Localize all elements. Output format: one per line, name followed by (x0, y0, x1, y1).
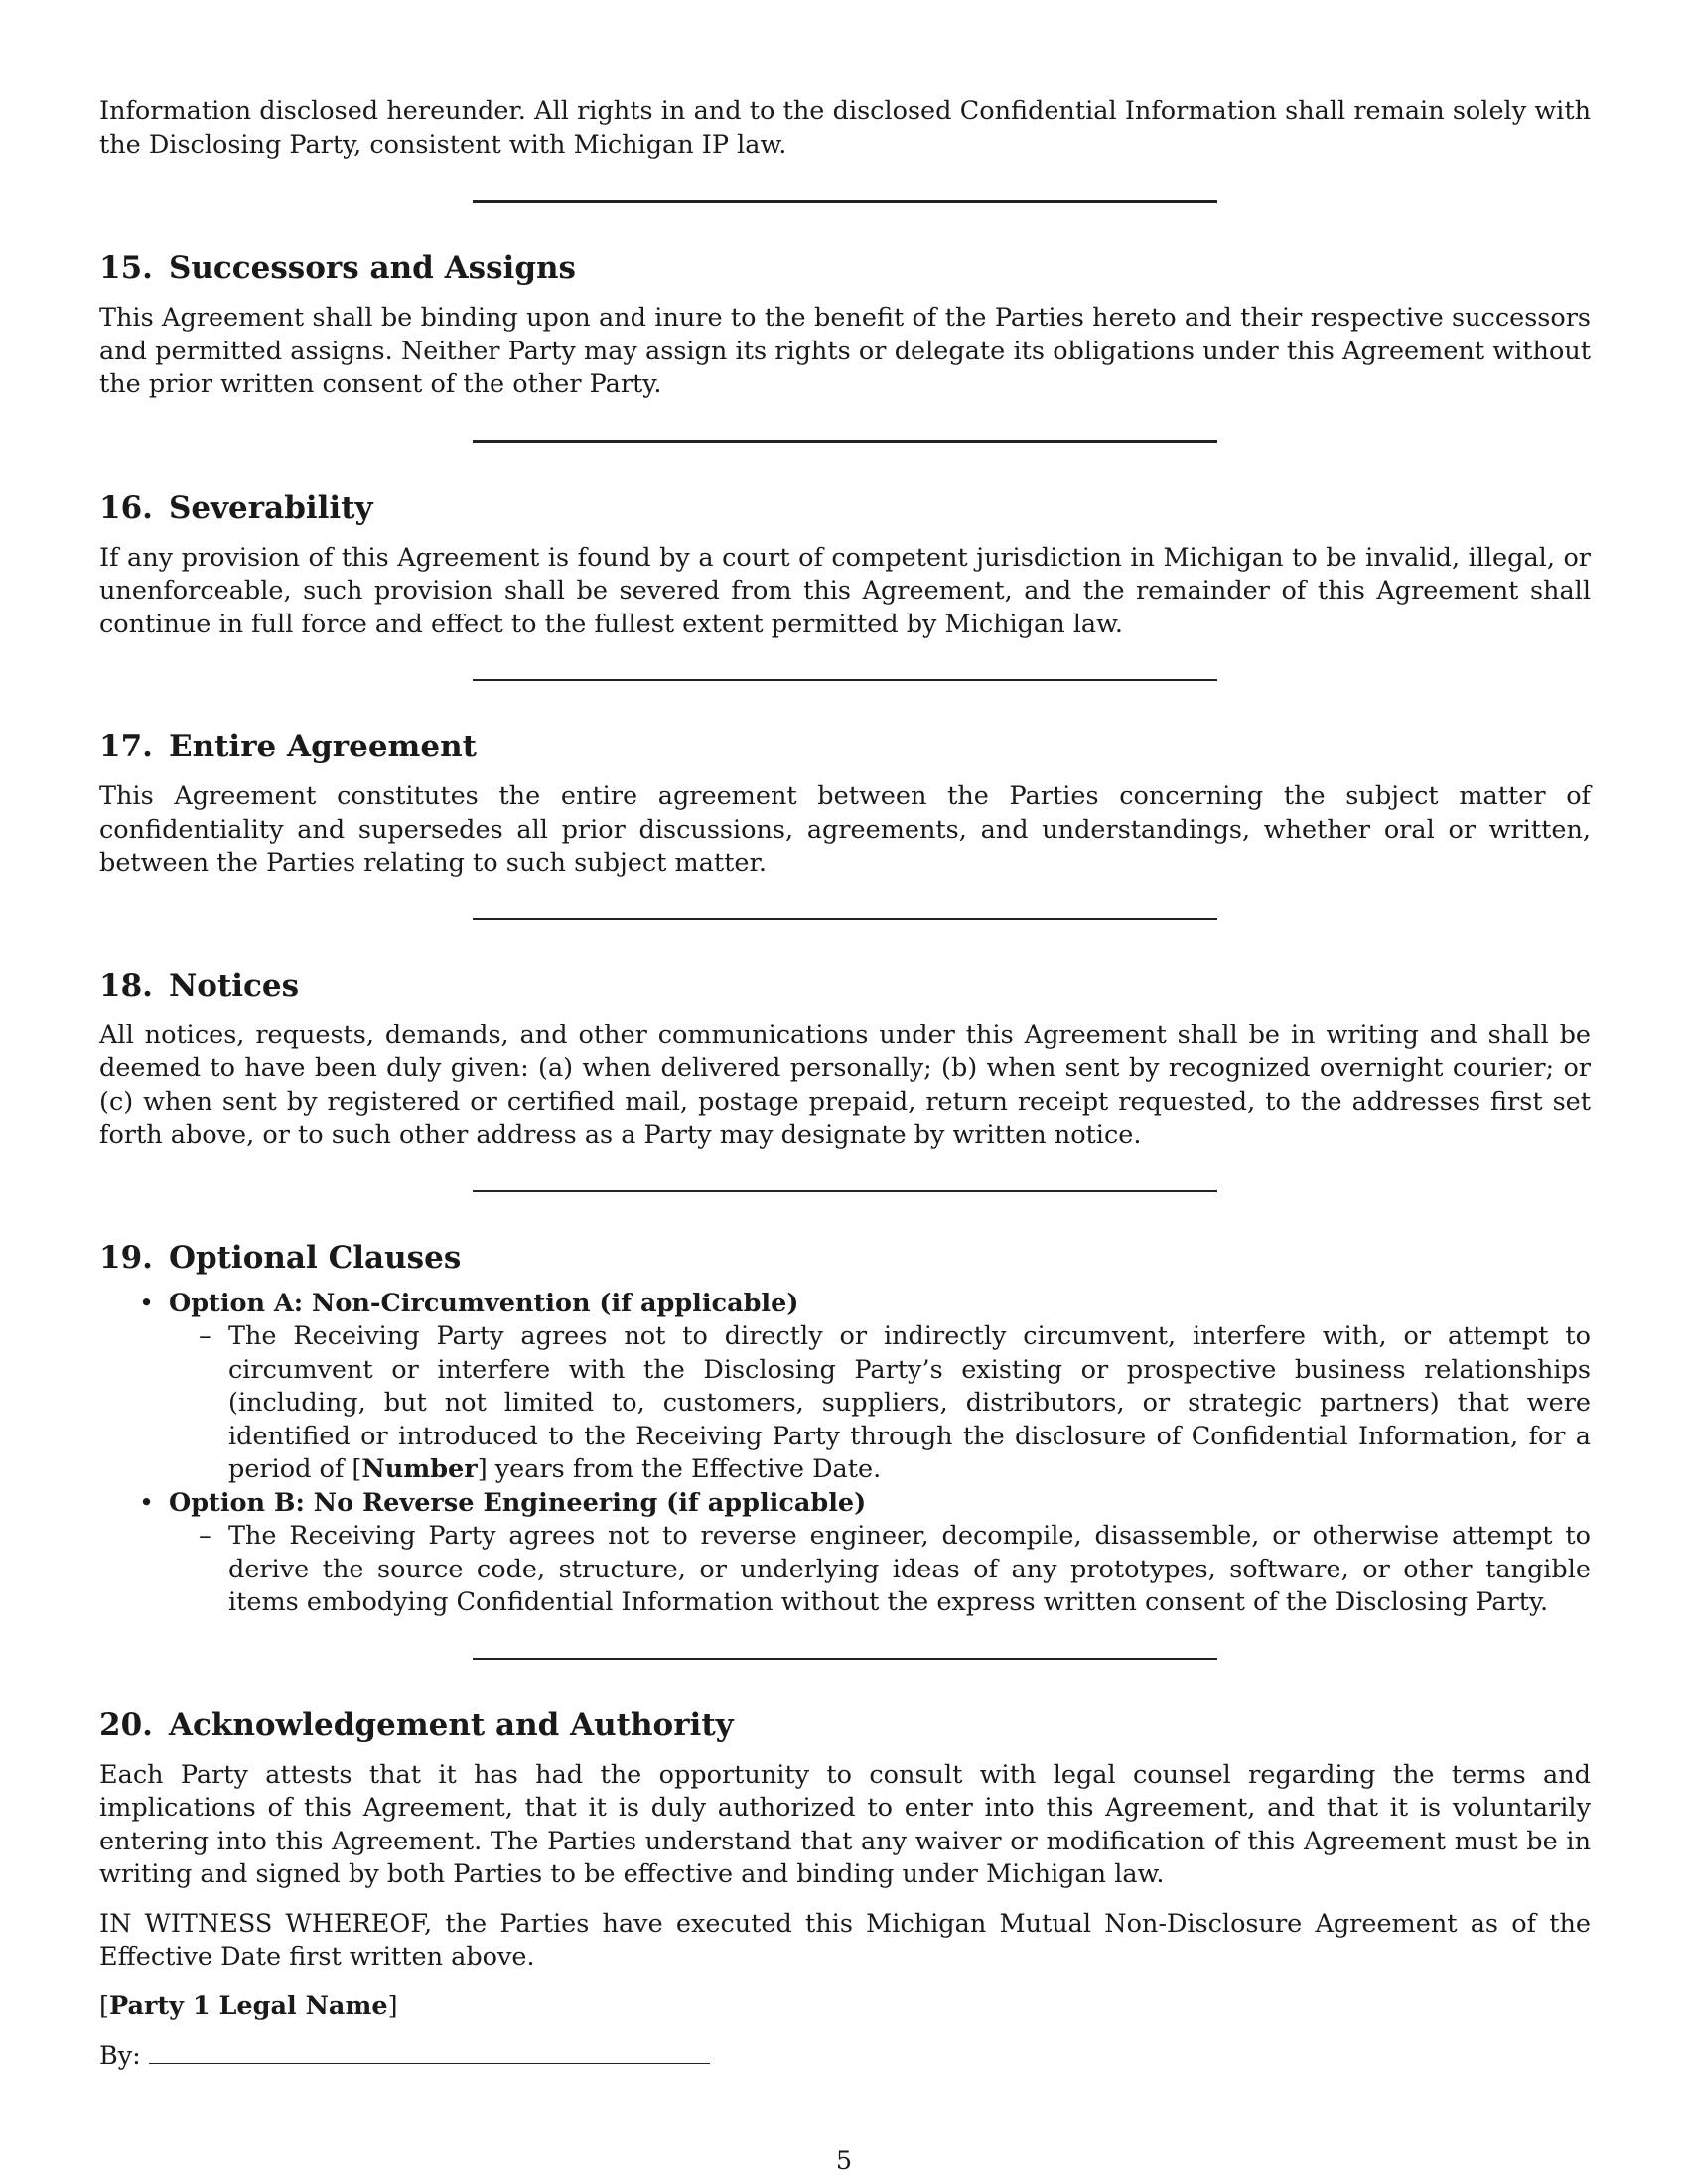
document-page (99, 95, 1591, 2074)
section-body-16: If any provision of this Agreement is found by a court of competent jurisdiction in Michigan to be invalid, illegal, or unenforceable, such provision shall be severed from this Agreement, and the remainder of this Agreement shall continue in full force and effect to the fullest extent permitted by Michigan law. (99, 542, 1591, 639)
number-placeholder: Number (361, 1454, 478, 1484)
section-heading-18: 18. Notices (99, 967, 300, 1004)
option-b-text: – The Receiving Party agrees not to reverse engineer, decompile, disassemble, or otherwise attempt to derive the source code, structure, or underlying ideas of any prototypes, software, or other tangible items embodying Confidential Information without the express written consent of the Disclosing Party. (228, 1520, 1591, 1620)
witness-paragraph: IN WITNESS WHEREOF, the Parties have executed this Michigan Mutual Non-Disclosure Agreement as of the Effective Date first written above. (99, 1908, 1591, 1972)
option-item (169, 1288, 1591, 1487)
section-body-15: This Agreement shall be binding upon and inure to the benefit of the Parties hereto and their respective successors and permitted assigns. Neither Party may assign its rights or delegate its obligations under this Agreement without the prior written consent of the other Party. (99, 303, 1591, 399)
section-body-17: This Agreement constitutes the entire agreement between the Parties concerning the subject matter of confidentiality and supersedes all prior discussions, agreements, and understandings, whether oral or written, between the Parties relating to such subject matter. (99, 781, 1591, 878)
section-heading-17: 17. Entire Agreement (99, 729, 477, 764)
optional-clauses-list (99, 1288, 1591, 1620)
by-label: By: (99, 2041, 141, 2071)
page-number: 5 (835, 2146, 853, 2176)
section-body-20: Each Party attests that it has had the opportunity to consult with legal counsel regarding the terms and implications of this Agreement, that it is duly authorized to enter into this Agreement, and that it is voluntarily entering into this Agreement. The Parties understand that any waiver or modification of this Agreement must be in writing and signed by both Parties to be effective and binding under Michigan law. (99, 1759, 1591, 1889)
party-name: [Party 1 Legal Name] (99, 1990, 398, 2021)
section-body-18: All notices, requests, demands, and other communications under this Agreement shall be in writing and shall be deemed to have been duly given: (a) when delivered personally; (b) when sent by recognized overnight courier; or (c) when sent by registered or certified mail, postage prepaid, return receipt requested, to the addresses first set forth above, or to such other address as a Party may designate by written notice. (99, 1020, 1591, 1150)
option-item (169, 1487, 1591, 1620)
option-a-text: – The Receiving Party agrees not to directly or indirectly circumvent, interfere with, or attempt to circumvent or interfere with the Disclosing Party’s existing or prospective business relationships (including, but not limited to, customers, suppliers, distributors, or strategic partners) that were identified or introduced to the Receiving Party through the disclosure of Confidential Information, for a period of [Number] years from the Effective Date. (228, 1320, 1591, 1487)
signature-blank (149, 2039, 710, 2064)
section-heading-15: 15. Successors and Assigns (99, 250, 576, 286)
option-a-title: • Option A: Non-Circumvention (if applicable) (169, 1288, 799, 1318)
option-b-title: • Option B: No Reverse Engineering (if applicable) (169, 1487, 867, 1518)
signature-line (99, 2039, 1591, 2074)
section-heading-19: 19. Optional Clauses (99, 1239, 462, 1276)
section-heading-20: 20. Acknowledgement and Authority (99, 1706, 734, 1743)
section-heading-16: 16. Severability (99, 489, 373, 526)
intro-paragraph: Information disclosed hereunder. All rights in and to the disclosed Confidential Information shall remain solely with the Disclosing Party, consistent with Michigan IP law. (99, 96, 1591, 160)
